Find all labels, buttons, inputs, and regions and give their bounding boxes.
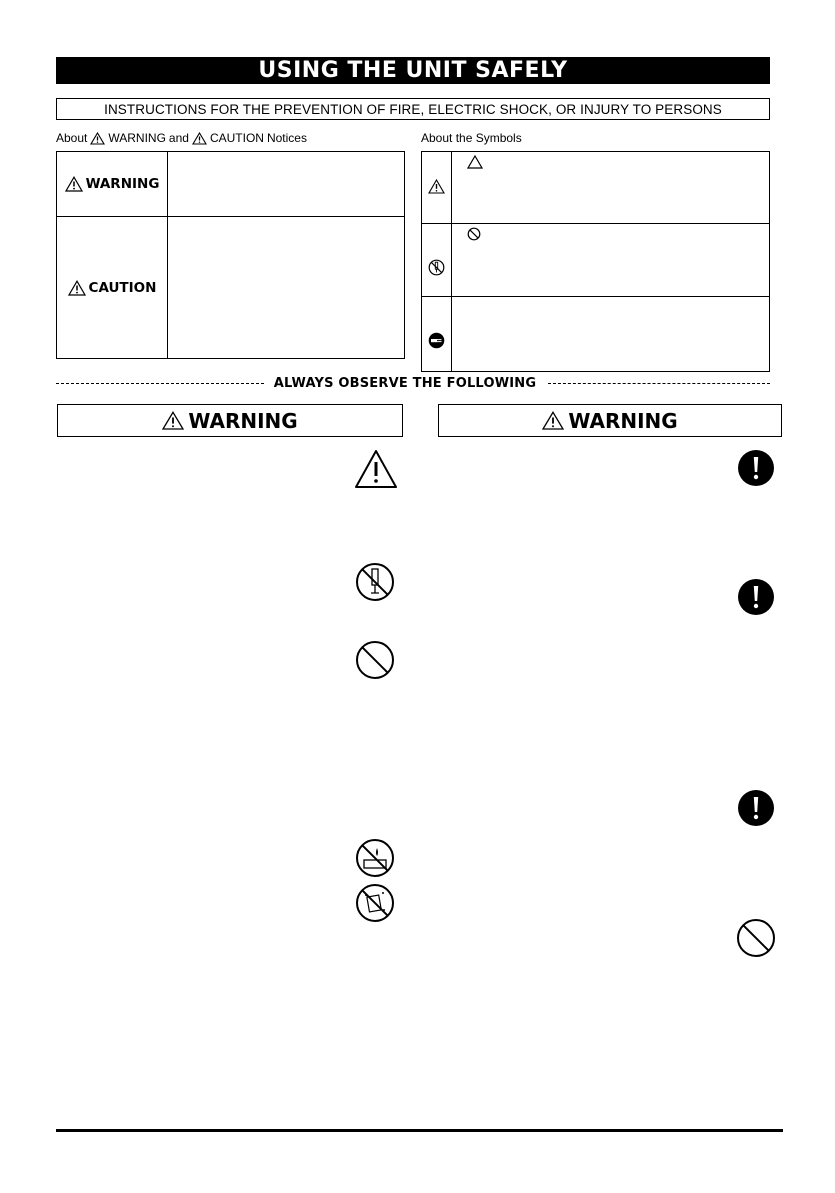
symbol-cell <box>422 297 452 371</box>
left-warning-header <box>57 404 403 437</box>
notice-label-cell <box>57 152 168 216</box>
symbol-row-triangle <box>422 152 769 224</box>
warning-triangle-icon <box>542 411 564 430</box>
caution-triangle-icon <box>354 449 398 489</box>
symbols-section-label <box>421 131 522 145</box>
notices-label-suffix: Notices <box>266 131 307 145</box>
symbols-table <box>421 151 770 372</box>
mandatory-action-icon <box>737 789 775 827</box>
page-title: USING THE UNIT SAFELY <box>56 57 770 84</box>
prohibited-icon <box>355 640 395 680</box>
no-disassemble-icon <box>428 259 445 276</box>
symbol-cell <box>422 152 452 223</box>
footer-rule <box>56 1129 783 1132</box>
right-warning-title: WARNING <box>568 408 678 433</box>
warning-triangle-icon <box>68 280 86 296</box>
notice-label-cell <box>57 217 168 358</box>
symbol-row-mandatory <box>422 297 769 371</box>
right-warning-header <box>438 404 782 437</box>
divider-line-left <box>56 383 264 384</box>
unplug-icon <box>428 332 445 349</box>
page-subtitle: INSTRUCTIONS FOR THE PREVENTION OF FIRE, ELECTRIC SHOCK, OR INJURY TO PERSONS <box>56 98 770 120</box>
always-observe-label: ALWAYS OBSERVE THE FOLLOWING <box>273 376 537 391</box>
no-children-icon <box>355 883 395 923</box>
symbol-row-prohibition <box>422 224 769 297</box>
mandatory-action-icon <box>737 578 775 616</box>
notices-label-warning: WARNING <box>108 131 166 145</box>
warning-triangle-icon <box>162 411 184 430</box>
notices-section-label <box>56 131 307 145</box>
notice-row-warning <box>57 152 404 217</box>
notices-label-caution: CAUTION <box>209 131 264 145</box>
divider-line-right <box>548 383 770 384</box>
mandatory-action-icon <box>737 449 775 487</box>
notice-row-caution <box>57 217 404 358</box>
left-warning-title: WARNING <box>188 408 298 433</box>
caution-triangle-icon <box>428 179 445 194</box>
symbols-label: About the Symbols <box>421 131 522 145</box>
notices-label-prefix: About <box>56 131 88 145</box>
notice-caution-label: CAUTION <box>88 279 157 296</box>
symbol-cell <box>422 224 452 296</box>
warning-triangle-icon <box>65 176 83 192</box>
no-liquids-icon <box>355 838 395 878</box>
triangle-symbol-icon <box>467 155 483 169</box>
prohibited-icon <box>736 918 776 958</box>
prohibition-symbol-icon <box>467 227 481 241</box>
no-disassemble-icon <box>355 562 395 602</box>
notices-label-and: and <box>168 131 189 145</box>
notices-table <box>56 151 405 359</box>
notice-warning-label: WARNING <box>85 176 160 192</box>
warning-triangle-icon <box>192 132 207 145</box>
warning-triangle-icon <box>90 132 105 145</box>
